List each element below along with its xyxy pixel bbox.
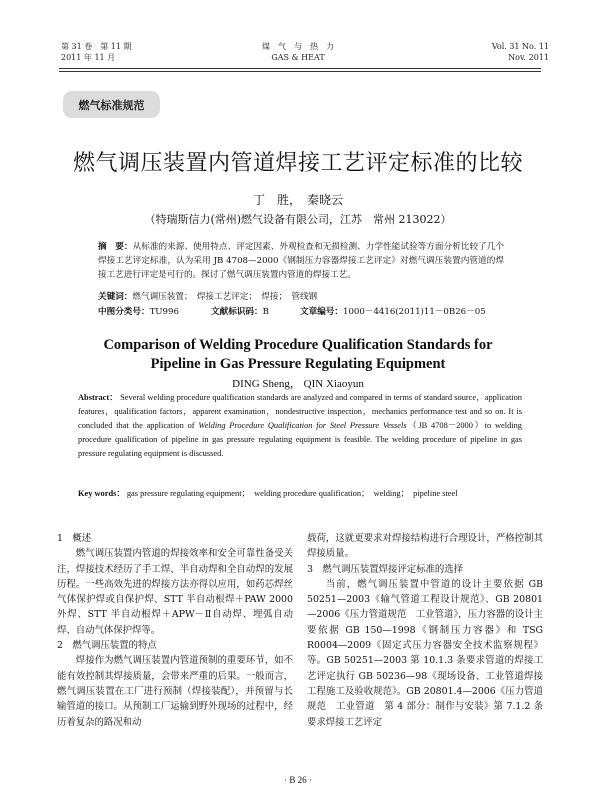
keywords-cn [98, 290, 317, 302]
abstract-en-text-a: Several welding procedure qualification standards are analyzed and compared in terms of standard source，application features，qualification factors，apparent examination，nondestructive inspection，mechanics performance test and so on. It is concluded that the application of [78, 393, 522, 431]
issue-date: 2011 年 11 月 [61, 53, 116, 62]
abstract-en-label: Abstract： [78, 393, 118, 402]
clc-label: 中图分类号： [98, 307, 150, 317]
volume-issue: 第 31 卷 第 11 期 [61, 42, 132, 51]
section-2-continuation: 载荷，这就更要求对焊接结构进行合理设计，严格控制其焊接质量。 [307, 533, 543, 560]
journal-name-en: GAS & HEAT [271, 53, 325, 62]
body-column-right [307, 531, 543, 730]
section-2-paragraph: 焊接作为燃气调压装置内管道预制的重要环节，如不能有效控制其焊接质量，会带来严重的后果。一般而言，燃气调压装置在工厂进行预制（焊接装配），并预留与长输管道的接口。从预制工厂运输到野外现场的过程中，经历着复杂的路况和动 [57, 655, 293, 728]
journal-name-cn: 煤 气 与 热 力 [262, 42, 334, 51]
header-rule-thin [59, 71, 541, 72]
abstract-cn-text: 从标准的来源、使用特点、评定因素、外观检查和无损检测、力学性能试验等方面分析比较了几个焊接工艺评定标准，认为采用 JB 4708—2000《钢制压力容器焊接工艺评定》对燃气调压装置内管道的焊接工艺进行评定是可行的。探讨了燃气调压装置内管道的焊接工艺。 [98, 242, 504, 280]
article-number-value: 1000－4416(2011)11－0B26－05 [342, 307, 486, 317]
article-title-en [0, 336, 596, 374]
clc-value: TU996 [149, 307, 179, 317]
title-en-line2: Pipeline in Gas Pressure Regulating Equipment [150, 356, 446, 372]
abstract-en-cited-title: Welding Procedure Qualification for Steel Pressure Vessels [198, 421, 407, 431]
section-heading-2: 2 燃气调压装置的特点 [57, 640, 157, 652]
body-column-left [57, 531, 293, 730]
section-3-paragraph: 当前，燃气调压装置中管道的设计主要依据 GB 50251—2003《输气管道工程设计规范》、GB 20801—2006《压力管道规范 工业管道》，压力容器的设计主要依据 GB 150—1998《钢制压力容器》和 TSG R0004—2009《固定式压力容器安全技术监察规程》等。GB 50251—2003 第 10.1.3 条要求管道的焊接工艺评定执行 GB 50236—98《现场设备、工业管道焊接工程施工及验收规范》。GB 20801.4—2006《压力管道规范 工业管道 第 4 部分：制作与安装》第 7.1.2 条要求焊接工艺评定 [307, 578, 543, 728]
section-badge: 燃气标准规范 [63, 91, 160, 118]
clc-number [98, 305, 179, 317]
section-heading-1: 1 概述 [57, 533, 92, 544]
authors-en: DING Sheng， QIN Xiaoyun [232, 378, 364, 390]
affiliation-cn: （特瑞斯信力(常州)燃气设备有限公司，江苏 常州 213022） [144, 213, 452, 226]
doc-code-value: B [262, 307, 269, 317]
document-code [211, 305, 269, 317]
keywords-en-text: gas pressure regulating equipment； welding procedure qualification； welding； pipeline steel [124, 489, 458, 498]
title-en-line1: Comparison of Welding Procedure Qualification Standards for [103, 337, 493, 353]
section-1-paragraph: 燃气调压装置内管道的焊接效率和安全可靠性备受关注，焊接技术经历了手工焊、半自动焊和全自动焊的发展历程。一些高效先进的焊接方法亦得以应用，如药芯焊丝气体保护焊或自保护焊、STT 半自动根焊＋PAW 2000外焊、STT 半自动根焊＋APW－Ⅱ自动焊、埋弧自动焊、自动气体保护焊等。 [57, 548, 293, 636]
issue-date-en: Nov. 2011 [508, 53, 549, 62]
abstract-en [78, 391, 522, 461]
article-title-cn: 燃气调压装置内管道焊接工艺评定标准的比较 [72, 151, 523, 176]
journal-issue-info-en [492, 41, 549, 63]
abstract-cn-label: 摘 要： [98, 242, 133, 252]
authors-cn: 丁 胜， 秦晓云 [252, 193, 343, 207]
article-number-label: 文章编号： [300, 307, 343, 317]
volume-issue-en: Vol. 31 No. 11 [491, 42, 549, 51]
abstract-cn [98, 240, 504, 282]
keywords-en-label: Key words： [78, 489, 125, 498]
header-rule [59, 68, 541, 69]
abstract-en-text-b: （JB 4708－2000）to welding procedure qualification of pipeline in gas pressure regulating equipment is feasible. The welding procedure of pipeline in gas pressure regulating equipment is discussed. [78, 421, 522, 459]
keywords-cn-text: 燃气调压装置； 焊接工艺评定； 焊接； 管线钢 [132, 292, 318, 302]
keywords-cn-label: 关键词： [98, 292, 133, 302]
article-number [300, 305, 486, 317]
page-number: · B 26 · [284, 775, 312, 785]
keywords-en [78, 487, 522, 501]
doc-code-label: 文献标识码： [211, 307, 263, 317]
section-heading-3: 3 燃气调压装置焊接评定标准的选择 [307, 563, 463, 575]
